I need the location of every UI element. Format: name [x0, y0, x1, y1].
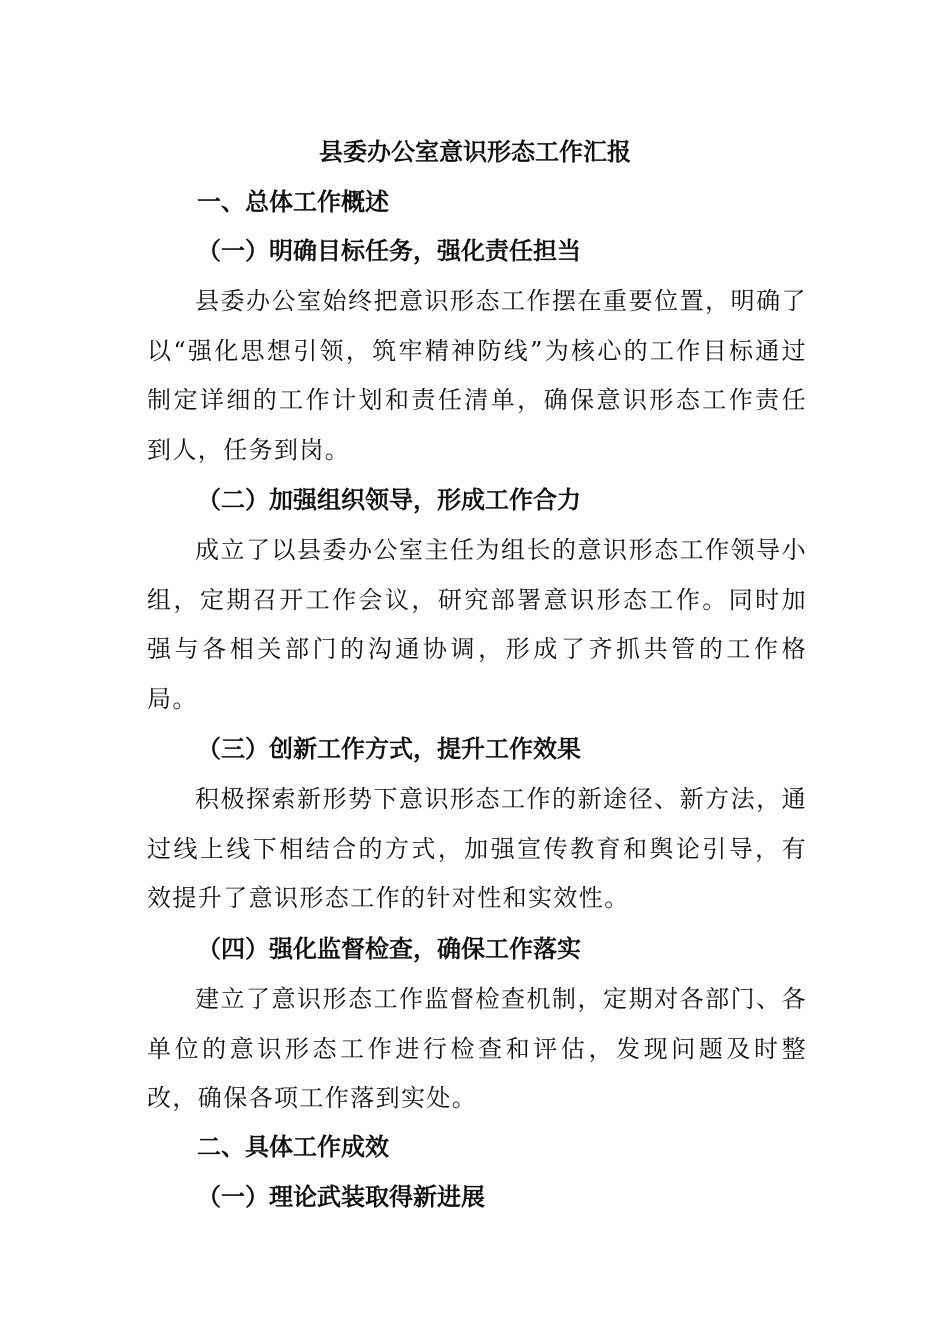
- paragraph-supervision: 建立了意识形态工作监督检查机制，定期对各部门、各单位的意识形态工作进行检查和评估，发现问题及时整改，确保各项工作落到实处。: [147, 985, 807, 1113]
- paragraph-goals: 县委办公室始终把意识形态工作摆在重要位置，明确了以“强化思想引领，筑牢精神防线”为核心的工作目标通过制定详细的工作计划和责任清单，确保意识形态工作责任到人，任务到岗。: [147, 287, 807, 465]
- subsection-heading-theory: （一）理论武装取得新进展: [197, 1182, 485, 1211]
- subsection-heading-leadership: （二）加强组织领导，形成工作合力: [197, 485, 581, 514]
- document-title: 县委办公室意识形态工作汇报: [319, 137, 631, 166]
- subsection-heading-innovation: （三）创新工作方式，提升工作效果: [197, 734, 581, 763]
- subsection-heading-goals: （一）明确目标任务，强化责任担当: [197, 236, 581, 265]
- section-heading-results: 二、具体工作成效: [197, 1132, 389, 1161]
- paragraph-innovation: 积极探索新形势下意识形态工作的新途径、新方法，通过线上线下相结合的方式，加强宣传教育和舆论引导，有效提升了意识形态工作的针对性和实效性。: [147, 785, 807, 913]
- paragraph-leadership: 成立了以县委办公室主任为组长的意识形态工作领导小组，定期召开工作会议，研究部署意识形态工作。同时加强与各相关部门的沟通协调，形成了齐抓共管的工作格局。: [147, 536, 807, 714]
- subsection-heading-supervision: （四）强化监督检查，确保工作落实: [197, 934, 581, 963]
- section-heading-overview: 一、总体工作概述: [197, 187, 389, 216]
